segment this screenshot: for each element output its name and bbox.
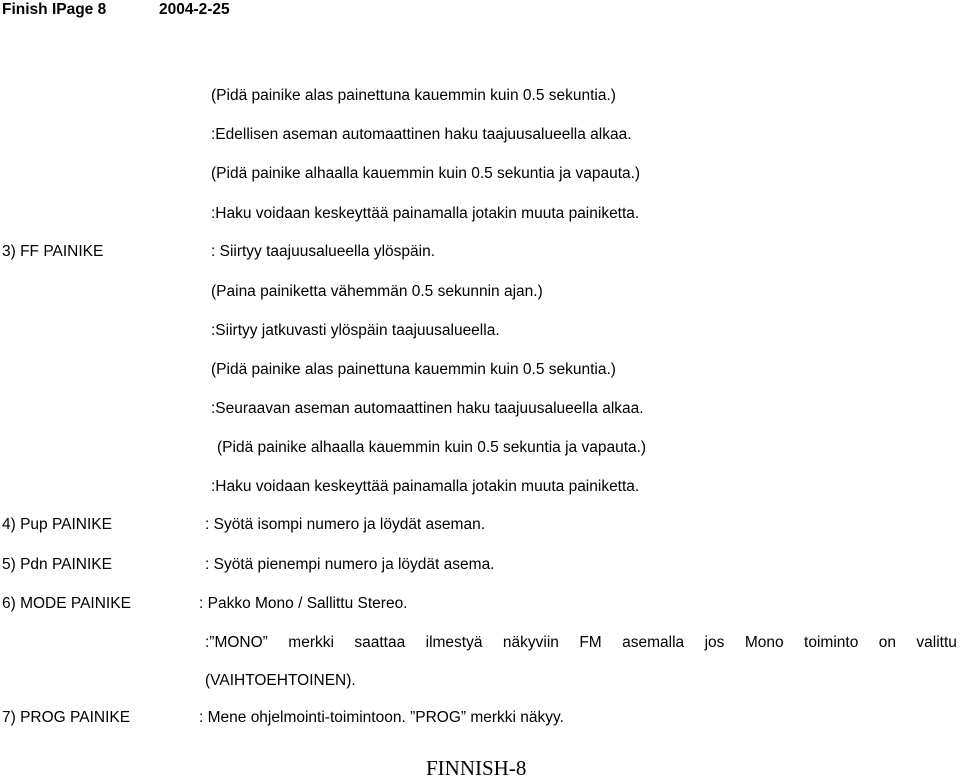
text-line: (Pidä painike alas painettuna kauemmin kuin 0.5 sekuntia.): [211, 361, 616, 378]
justified-word: asemalla: [622, 634, 685, 651]
mono-justified-line: [205, 634, 957, 652]
justified-word: merkki: [288, 634, 334, 651]
text-line: (Pidä painike alas painettuna kauemmin kuin 0.5 sekuntia.): [211, 87, 616, 104]
justified-word: on: [878, 634, 896, 651]
justified-word: toiminto: [804, 634, 859, 651]
text-line: (Pidä painike alhaalla kauemmin kuin 0.5 sekuntia ja vapauta.): [217, 439, 647, 456]
text-line: :Siirtyy jatkuvasti ylöspäin taajuusalueella.: [211, 322, 500, 339]
justified-word: saattaa: [354, 634, 406, 651]
justified-word: ilmestyä: [425, 634, 483, 651]
mode-button-description: : Pakko Mono / Sallittu Stereo.: [199, 595, 408, 612]
justified-word: Mono: [744, 634, 784, 651]
pup-button-label: 4) Pup PAINIKE: [2, 516, 112, 533]
prog-button-label: 7) PROG PAINIKE: [2, 709, 131, 726]
justified-word: FM: [579, 634, 602, 651]
header-date: 2004-2-25: [159, 1, 230, 18]
optional-note: (VAIHTOEHTOINEN).: [205, 672, 356, 689]
text-line: :Seuraavan aseman automaattinen haku taajuusalueella alkaa.: [211, 400, 644, 417]
header-title: Finish IPage 8: [2, 1, 107, 18]
text-line: :Edellisen aseman automaattinen haku taajuusalueella alkaa.: [211, 126, 632, 143]
text-line: (Pidä painike alhaalla kauemmin kuin 0.5 sekuntia ja vapauta.): [211, 165, 641, 182]
mode-button-label: 6) MODE PAINIKE: [2, 595, 131, 612]
justified-word: jos: [704, 634, 725, 651]
prog-button-description: : Mene ohjelmointi-toimintoon. ”PROG” merkki näkyy.: [199, 709, 564, 726]
text-line: :Haku voidaan keskeyttää painamalla jotakin muuta painiketta.: [211, 205, 640, 222]
justified-word: valittu: [916, 634, 957, 651]
pdn-button-label: 5) Pdn PAINIKE: [2, 556, 112, 573]
pdn-button-description: : Syötä pienempi numero ja löydät asema.: [205, 556, 495, 573]
ff-button-description: : Siirtyy taajuusalueella ylöspäin.: [211, 243, 436, 260]
justified-word: näkyviin: [502, 634, 559, 651]
text-line: :Haku voidaan keskeyttää painamalla jotakin muuta painiketta.: [211, 478, 640, 495]
justified-word: :”MONO”: [205, 634, 268, 651]
pup-button-description: : Syötä isompi numero ja löydät aseman.: [205, 516, 485, 533]
page-footer: FINNISH-8: [426, 756, 527, 780]
text-line: (Paina painiketta vähemmän 0.5 sekunnin ajan.): [211, 283, 543, 300]
ff-button-label: 3) FF PAINIKE: [2, 243, 104, 260]
page-header: [2, 1, 230, 19]
